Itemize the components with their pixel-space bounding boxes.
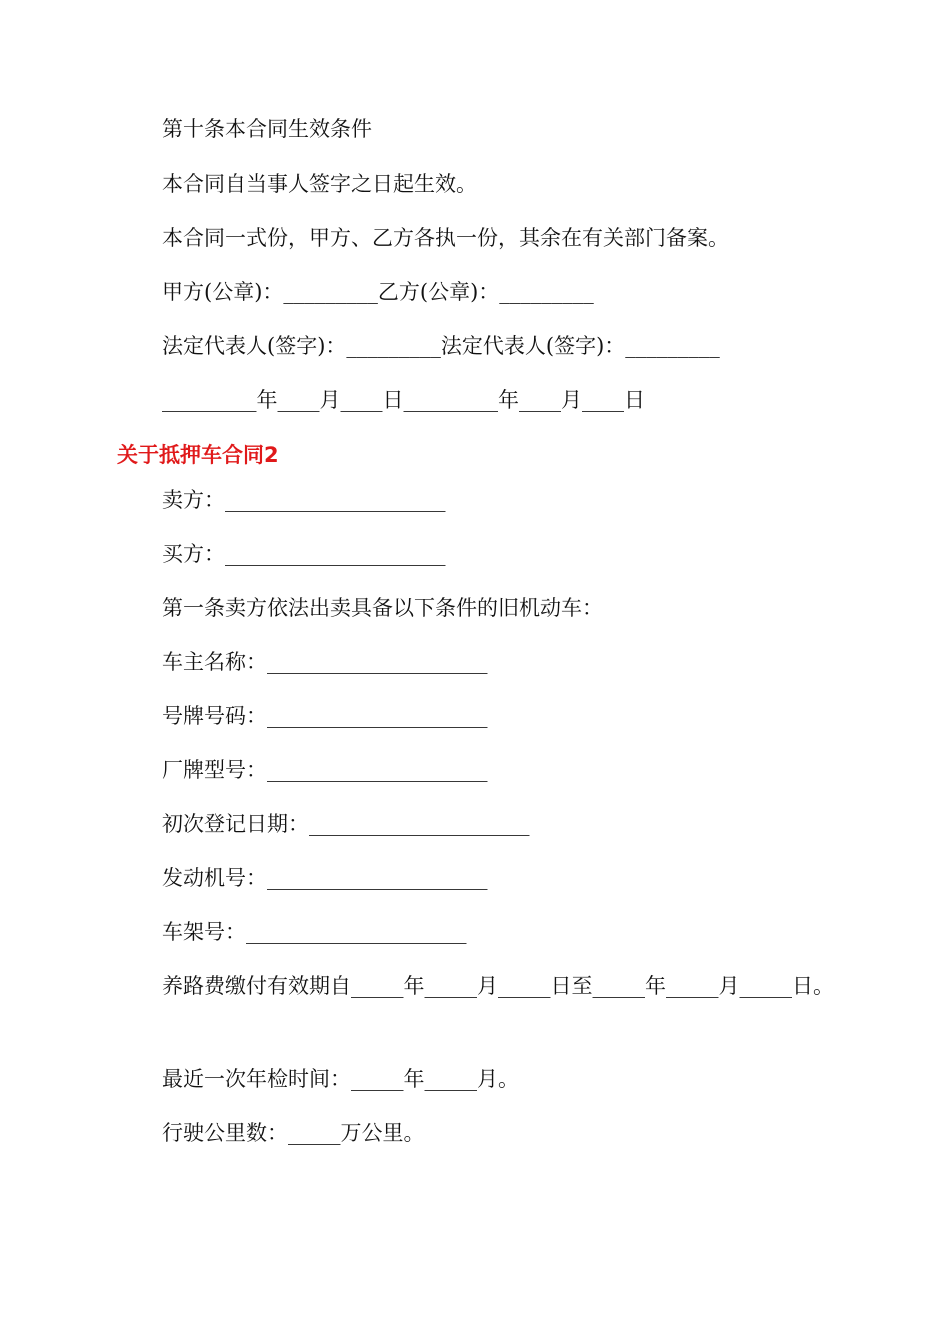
section-heading: 关于抵押车合同2 (117, 443, 279, 467)
plate-number-line: 号牌号码：_____________________ (162, 704, 488, 728)
effective-clause: 本合同自当事人签字之日起生效。 (162, 172, 477, 196)
seller-line: 卖方：_____________________ (162, 488, 446, 512)
registration-date-line: 初次登记日期：_____________________ (162, 812, 530, 836)
inspection-line: 最近一次年检时间：_____年_____月。 (162, 1067, 519, 1091)
date-line: _________年____月____日_________年____月____日 (162, 388, 645, 412)
model-line: 厂牌型号：_____________________ (162, 758, 488, 782)
engine-number-line: 发动机号：_____________________ (162, 866, 488, 890)
article-1-line: 第一条卖方依法出卖具备以下条件的旧机动车： (162, 596, 603, 620)
legal-rep-line: 法定代表人(签字)：_________法定代表人(签字)：_________ (162, 334, 720, 358)
owner-name-line: 车主名称：_____________________ (162, 650, 488, 674)
frame-number-line: 车架号：_____________________ (162, 920, 467, 944)
mileage-line: 行驶公里数：_____万公里。 (162, 1121, 425, 1145)
article-10-title: 第十条本合同生效条件 (162, 117, 372, 141)
fee-period-paragraph: 养路费缴付有效期自_____年_____月_____日至_____年_____月_____日。 (162, 974, 834, 998)
buyer-line: 买方：_____________________ (162, 542, 446, 566)
seal-line: 甲方(公章)：_________乙方(公章)：_________ (162, 280, 594, 304)
copies-clause: 本合同一式份，甲方、乙方各执一份，其余在有关部门备案。 (162, 226, 729, 250)
